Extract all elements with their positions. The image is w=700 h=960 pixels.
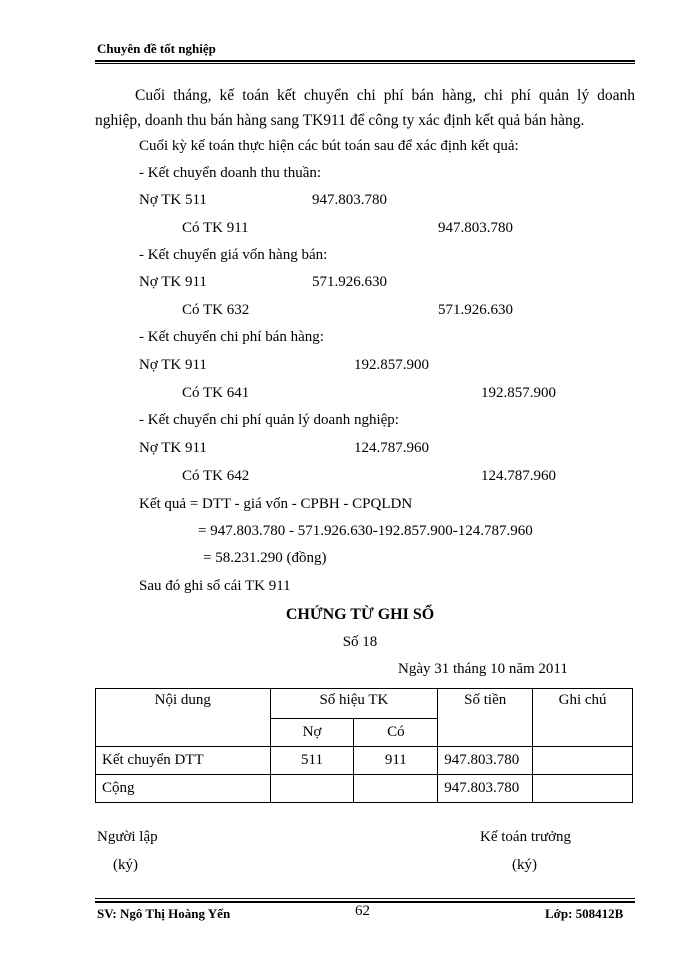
running-header: Chuyên đề tốt nghiệp [97, 41, 216, 56]
col-header-note: Ghi chú [533, 689, 633, 747]
cell-credit [354, 775, 438, 803]
cell-debit: 511 [270, 747, 354, 775]
header-rule [95, 60, 635, 62]
entry-credit-amount: 124.787.960 [481, 468, 556, 484]
entry-title: - Kết chuyển giá vốn hàng bán: [139, 247, 328, 263]
table-row [96, 775, 633, 803]
entry-credit-label: Có TK 911 [182, 220, 249, 236]
col-header-amount: Số tiền [438, 689, 533, 747]
table-row [96, 747, 633, 775]
entry-debit-label: Nợ TK 911 [139, 357, 207, 373]
col-header-debit: Nợ [270, 719, 354, 747]
entry-credit-amount: 947.803.780 [438, 220, 513, 236]
footer-student: SV: Ngô Thị Hoàng Yến [97, 906, 231, 921]
result-formula: Kết quả = DTT - giá vốn - CPBH - CPQLDN [139, 496, 413, 512]
cell-amount: 947.803.780 [438, 775, 533, 803]
entry-title: - Kết chuyển doanh thu thuần: [139, 165, 322, 181]
entry-credit-amount: 192.857.900 [481, 385, 556, 401]
cell-content: Kết chuyển DTT [96, 747, 271, 775]
intro-line-1: Cuối tháng, kế toán kết chuyển chi phí bán hàng, chi phí quản lý doanh [135, 87, 635, 104]
cell-debit [270, 775, 354, 803]
entry-credit-label: Có TK 642 [182, 468, 250, 484]
col-header-credit: Có [354, 719, 438, 747]
signature-left-sign: (ký) [113, 857, 138, 873]
entry-credit-label: Có TK 632 [182, 302, 250, 318]
entry-debit-label: Nợ TK 511 [139, 192, 207, 208]
entry-debit-amount: 124.787.960 [354, 440, 429, 456]
signature-right-sign: (ký) [512, 857, 537, 873]
voucher-title: CHỨNG TỪ GHI SỔ [285, 606, 435, 623]
entry-title: - Kết chuyển chi phí bán hàng: [139, 329, 324, 345]
cell-credit: 911 [354, 747, 438, 775]
entry-debit-amount: 947.803.780 [312, 192, 387, 208]
voucher-date: Ngày 31 tháng 10 năm 2011 [398, 661, 568, 677]
cell-note [533, 775, 633, 803]
cell-note [533, 747, 633, 775]
result-calculation: = 947.803.780 - 571.926.630-192.857.900-124.787.960 [198, 523, 533, 539]
entry-credit-label: Có TK 641 [182, 385, 250, 401]
entry-debit-label: Nợ TK 911 [139, 440, 207, 456]
lead-text: Cuối kỳ kế toán thực hiện các bút toán sau để xác định kết quả: [139, 138, 519, 154]
voucher-number: Số 18 [342, 634, 378, 650]
footer-class: Lớp: 508412B [545, 906, 624, 921]
intro-paragraph [95, 83, 635, 133]
col-header-content: Nội dung [96, 689, 271, 747]
entry-debit-amount: 571.926.630 [312, 274, 387, 290]
col-header-account-no: Số hiệu TK [270, 689, 438, 719]
page-number: 62 [355, 903, 370, 919]
table-header-row [96, 689, 633, 719]
entry-debit-amount: 192.857.900 [354, 357, 429, 373]
result-value: = 58.231.290 (đồng) [203, 550, 327, 566]
header-rule-thin [95, 63, 635, 64]
ledger-note: Sau đó ghi sổ cái TK 911 [139, 578, 291, 594]
entry-credit-amount: 571.926.630 [438, 302, 513, 318]
intro-line-2: nghiệp, doanh thu bán hàng sang TK911 để công ty xác định kết quả bán hàng. [95, 112, 585, 129]
voucher-table [95, 688, 633, 803]
signature-right-role: Kế toán trưởng [480, 829, 572, 845]
entry-debit-label: Nợ TK 911 [139, 274, 207, 290]
signature-left-role: Người lập [97, 829, 158, 845]
cell-amount: 947.803.780 [438, 747, 533, 775]
footer-rule-thin [95, 898, 635, 899]
entry-title: - Kết chuyển chi phí quản lý doanh nghiệp: [139, 412, 399, 428]
cell-content: Cộng [96, 775, 271, 803]
